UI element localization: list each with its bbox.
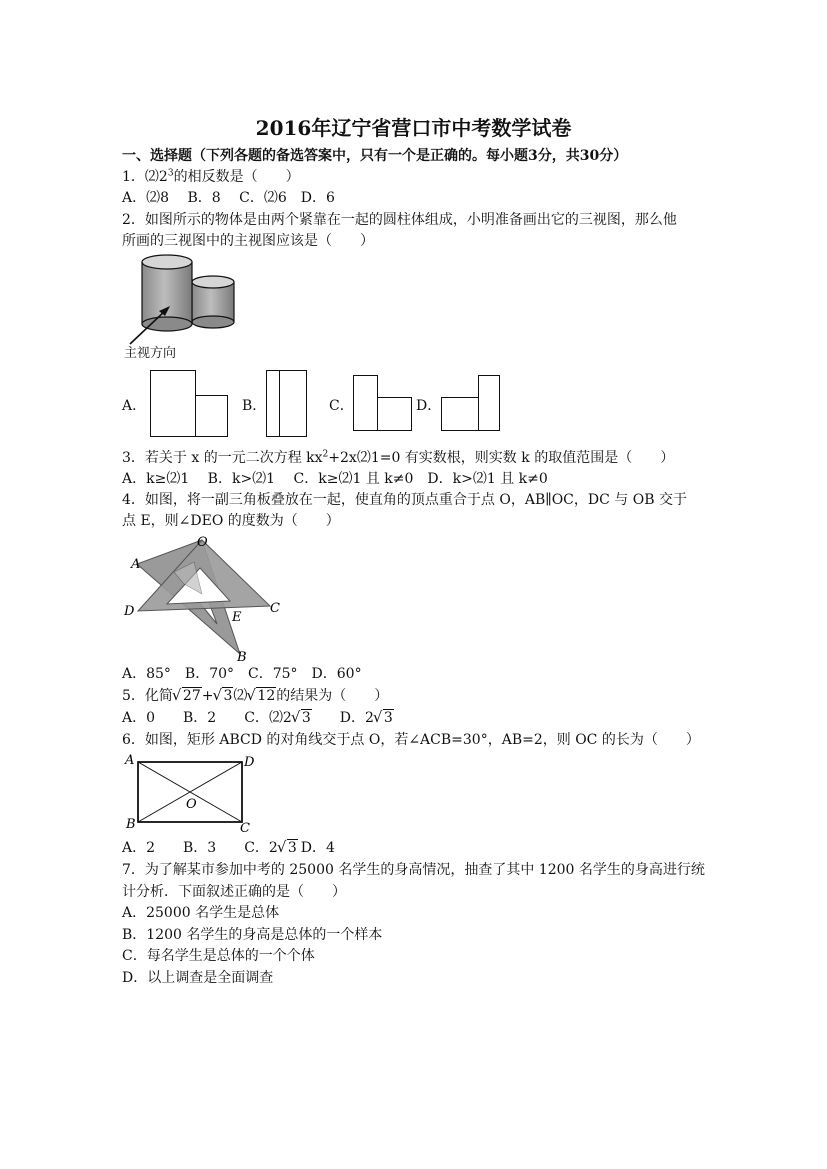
point-b-label: B bbox=[237, 650, 247, 665]
option-b-shape bbox=[266, 370, 311, 440]
point-e-label: E bbox=[232, 610, 242, 625]
triangle-rulers-figure bbox=[122, 534, 292, 664]
question-2-line-1: 2．如图所示的物体是由两个紧靠在一起的圆柱体组成，小明准备画出它的三视图，那么他 bbox=[122, 212, 677, 228]
view-direction-caption: 主视方向 bbox=[124, 346, 177, 361]
rect-point-c-label: C bbox=[240, 821, 250, 836]
question-3-options: A．k≥⑵1 B．k>⑵1 C．k≥⑵1 且 k≠0 D．k>⑵1 且 k≠0 bbox=[122, 471, 548, 487]
point-o-label: O bbox=[197, 535, 208, 550]
question-6-options: A．2 B．3 C．2√ 3 D．4 bbox=[122, 838, 335, 858]
question-4-line-1: 4．如图，将一副三角板叠放在一起，使直角的顶点重合于点 O，AB∥OC，DC 与 OB 交于 bbox=[122, 492, 687, 508]
option-a-shape bbox=[150, 370, 230, 440]
option-c-shape bbox=[353, 375, 415, 435]
rect-point-b-label: B bbox=[126, 817, 136, 832]
cylinders-figure bbox=[122, 252, 242, 342]
question-5-stem: 5．化简√ 27+√ 3⑵√ 12的结果为（ ） bbox=[122, 686, 388, 706]
question-4-options: A．85° B．70° C．75° D．60° bbox=[122, 666, 362, 682]
question-6-stem: 6．如图，矩形 ABCD 的对角线交于点 O，若∠ACB=30°，AB=2，则 OC 的长为（ ） bbox=[122, 732, 700, 748]
rect-point-o-label: O bbox=[186, 797, 197, 812]
question-1-stem: 1．$⑵2^3$的相反数是（ ） bbox=[122, 168, 300, 185]
question-7-option-a: A．25000 名学生是总体 bbox=[122, 905, 280, 921]
question-7-option-b: B．1200 名学生的身高是总体的一个样本 bbox=[122, 927, 383, 943]
question-1-options: A．⑵8 B．8 C．⑵6 D．6 bbox=[122, 190, 335, 206]
section-heading: 一、选择题（下列各题的备选答案中，只有一个是正确的。每小题3分，共30分） bbox=[122, 148, 628, 164]
page-title: 2016年辽宁省营口市中考数学试卷 bbox=[255, 116, 572, 140]
rect-point-a-label: A bbox=[125, 753, 135, 768]
question-5-options: A．0 B．2 C．⑵2√ 3 D．2√ 3 bbox=[122, 708, 394, 728]
option-d-label: D． bbox=[416, 398, 442, 414]
option-d-shape bbox=[441, 375, 503, 435]
rectangle-abcd-figure bbox=[122, 752, 267, 836]
question-2-line-2: 所画的三视图中的主视图应该是（ ） bbox=[122, 233, 374, 249]
point-c-label: C bbox=[270, 601, 280, 616]
point-a-label: A bbox=[131, 557, 141, 572]
question-7-line-1: 7．为了解某市参加中考的 25000 名学生的身高情况，抽查了其中 1200 名学生的身高进行统 bbox=[122, 862, 705, 878]
option-c-label: C． bbox=[329, 398, 354, 414]
question-4-line-2: 点 E，则∠DEO 的度数为（ ） bbox=[122, 513, 340, 529]
rect-point-d-label: D bbox=[244, 755, 255, 770]
point-d-label: D bbox=[124, 604, 135, 619]
question-3-stem: 3．若关于 x 的一元二次方程 $kx^2+2x⑵1=0$ 有实数根，则实数 k 的取值范围是（ ） bbox=[122, 449, 675, 466]
option-b-label: B． bbox=[242, 398, 267, 414]
question-7-option-d: D．以上调查是全面调查 bbox=[122, 970, 274, 986]
question-7-line-2: 计分析．下面叙述正确的是（ ） bbox=[122, 884, 346, 900]
question-7-option-c: C．每名学生是总体的一个个体 bbox=[122, 948, 315, 964]
option-a-label: A． bbox=[122, 398, 147, 414]
